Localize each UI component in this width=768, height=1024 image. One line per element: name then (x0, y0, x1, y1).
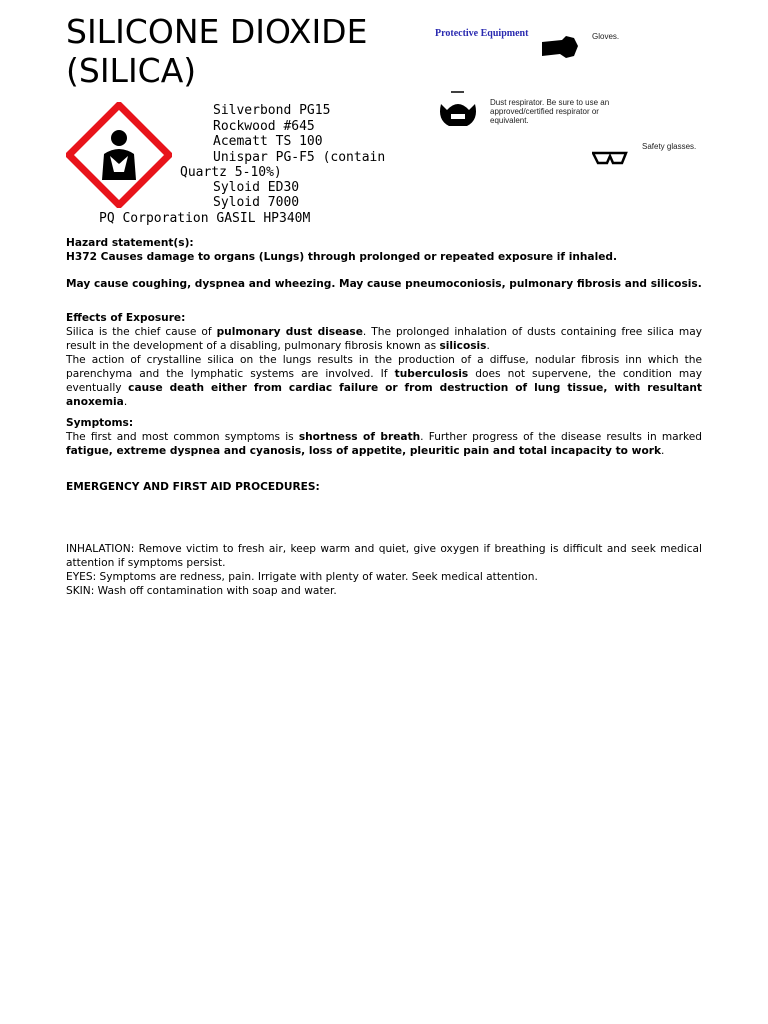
text-bold: pulmonary dust disease (216, 326, 363, 338)
respirator-icon (437, 90, 479, 130)
text: The first and most common symptoms is (66, 431, 299, 443)
product-name: Syloid ED30 (213, 180, 300, 195)
effects-heading: Effects of Exposure: (66, 312, 186, 324)
product-name: Unispar PG-F5 (contain (213, 150, 386, 165)
respirator-label: Dust respirator. Be sure to use an approved/certified respirator or equivalent. (490, 98, 610, 125)
text-bold: tuberculosis (394, 368, 469, 380)
hazard-h372: H372 Causes damage to organs (Lungs) through prolonged or repeated exposure if inhaled. (66, 251, 618, 263)
ppe-title: Protective Equipment (435, 28, 529, 39)
text-bold: cause death either from cardiac failure or from destruction of lung tissue, with resultant anoxemia (66, 382, 702, 408)
product-name: Syloid 7000 (213, 195, 300, 210)
gloves-icon (540, 32, 580, 62)
hazard-statement: May cause coughing, dyspnea and wheezing. May cause pneumoconiosis, pulmonary fibrosis and silicosis. (66, 278, 702, 290)
text: . (661, 445, 665, 457)
text: . The prolonged inhalation of dusts containing free silica may result in the development of a disabling, pulmonary fibrosis known as (66, 326, 702, 352)
product-name: Acematt TS 100 (213, 134, 323, 149)
document-body (66, 236, 702, 598)
safety-glasses-icon (592, 150, 628, 166)
product-name: Silverbond PG15 (213, 103, 331, 118)
text-bold: shortness of breath (298, 431, 421, 443)
hazard-heading: Hazard statement(s): (66, 237, 194, 249)
symptoms-heading: Symptoms: (66, 417, 134, 429)
effects-paragraph-2 (66, 353, 702, 409)
effects-paragraph-1 (66, 325, 702, 353)
symptoms-paragraph (66, 430, 702, 458)
product-name: Quartz 5-10%) (180, 165, 282, 180)
health-hazard-pictogram-icon (66, 102, 172, 208)
text-bold: silicosis (439, 340, 487, 352)
text: does not supervene, the condition may eventually (66, 368, 702, 394)
first-aid-eyes: EYES: Symptoms are redness, pain. Irrigate with plenty of water. Seek medical attention. (66, 571, 538, 583)
text: . (123, 396, 128, 408)
text: . (486, 340, 490, 352)
first-aid-skin: SKIN: Wash off contamination with soap and water. (66, 585, 337, 597)
title-line: (SILICA) (66, 51, 197, 90)
first-aid-heading: EMERGENCY AND FIRST AID PROCEDURES: (66, 481, 320, 493)
text: Silica is the chief cause of (66, 326, 217, 338)
text: The action of crystalline silica on the lungs results in the production of a diffuse, nodular fibrosis inn which the parenchyma and the lymphatic systems are involved. If (66, 354, 702, 380)
text-bold: fatigue, extreme dyspnea and cyanosis, loss of appetite, pleuritic pain and total incapacity to work (66, 445, 661, 457)
title-line: SILICONE DIOXIDE (66, 12, 368, 51)
glasses-label: Safety glasses. (642, 142, 697, 151)
page-title (66, 12, 367, 90)
product-name: Rockwood #645 (213, 119, 315, 134)
gloves-label: Gloves. (592, 32, 620, 41)
text: . Further progress of the disease results in marked (420, 431, 702, 443)
first-aid-inhalation: INHALATION: Remove victim to fresh air, keep warm and quiet, give oxygen if breathing is difficult and seek medical attention if symptoms persist. (66, 543, 702, 569)
product-name: PQ Corporation GASIL HP340M (99, 211, 311, 226)
